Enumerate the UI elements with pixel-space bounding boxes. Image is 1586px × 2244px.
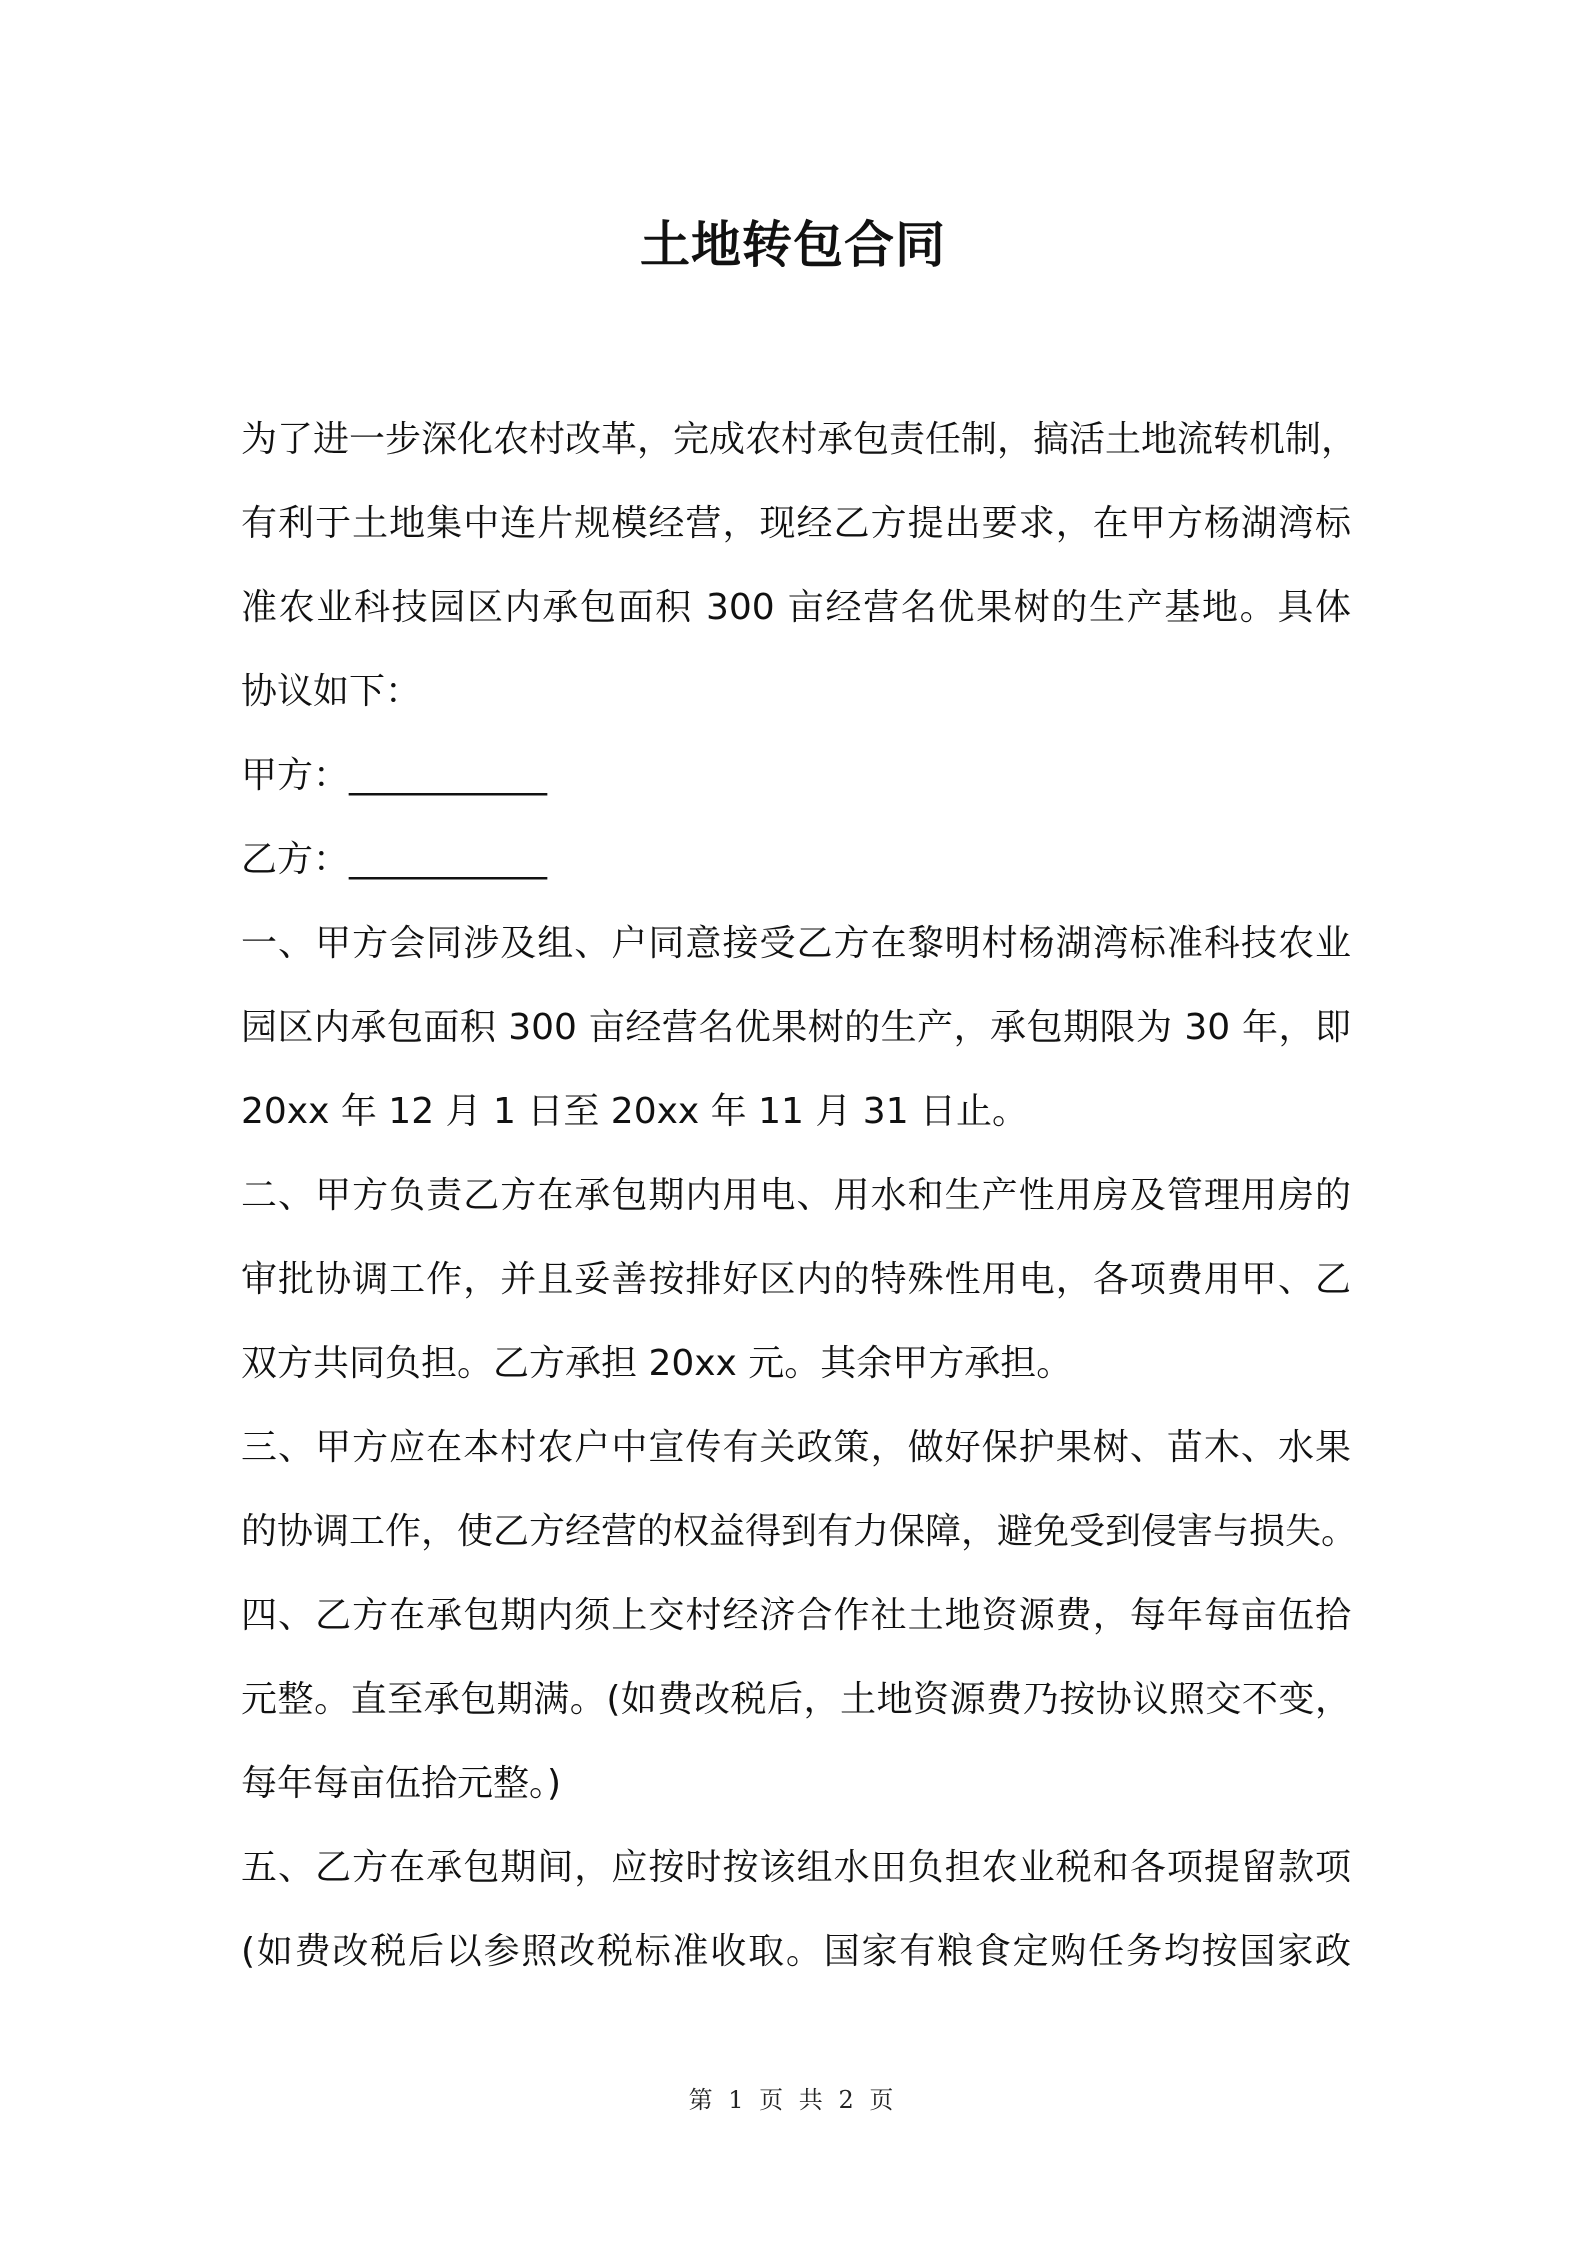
clause-2-line: 二、甲方负责乙方在承包期内用电、用水和生产性用房及管理用房的 [241,1175,1351,1216]
document-title: 土地转包合同 [640,216,946,274]
clause-3-line: 三、甲方应在本村农户中宣传有关政策，做好保护果树、苗木、水果 [241,1427,1351,1468]
clause-2-line: 审批协调工作，并且妥善按排好区内的特殊性用电，各项费用甲、乙 [241,1259,1351,1300]
party-b-line: 乙方：___________ [241,839,548,880]
document-body [241,398,1358,1994]
paragraph-line: 协议如下： [241,671,422,712]
clause-4-line: 每年每亩伍拾元整。) [241,1763,562,1804]
clause-5-line: 五、乙方在承包期间，应按时按该组水田负担农业税和各项提留款项 [241,1847,1351,1888]
clause-2-line: 双方共同负担。乙方承担 20xx 元。其余甲方承担。 [241,1343,1073,1384]
clause-5-line: (如费改税后以参照改税标准收取。国家有粮食定购任务均按国家政 [241,1931,1351,1972]
clause-4-line: 四、乙方在承包期内须上交村经济合作社土地资源费，每年每亩伍拾 [241,1595,1351,1636]
paragraph-line: 为了进一步深化农村改革，完成农村承包责任制，搞活土地流转机制， [241,419,1358,460]
paragraph-line: 准农业科技园区内承包面积 300 亩经营名优果树的生产基地。具体 [241,587,1351,628]
clause-1-line: 一、甲方会同涉及组、户同意接受乙方在黎明村杨湖湾标准科技农业 [241,923,1351,964]
clause-4-line: 元整。直至承包期满。(如费改税后，土地资源费乃按协议照交不变， [241,1679,1351,1720]
page-number-footer: 第 1 页 共 2 页 [688,2086,898,2114]
clause-3-line: 的协调工作，使乙方经营的权益得到有力保障，避免受到侵害与损失。 [241,1511,1358,1552]
paragraph-line: 有利于土地集中连片规模经营，现经乙方提出要求，在甲方杨湖湾标 [241,503,1351,544]
party-a-line: 甲方：___________ [241,755,548,796]
clause-1-line: 园区内承包面积 300 亩经营名优果树的生产，承包期限为 30 年，即 [241,1007,1351,1048]
clause-1-line: 20xx 年 12 月 1 日至 20xx 年 11 月 31 日止。 [241,1091,1029,1132]
